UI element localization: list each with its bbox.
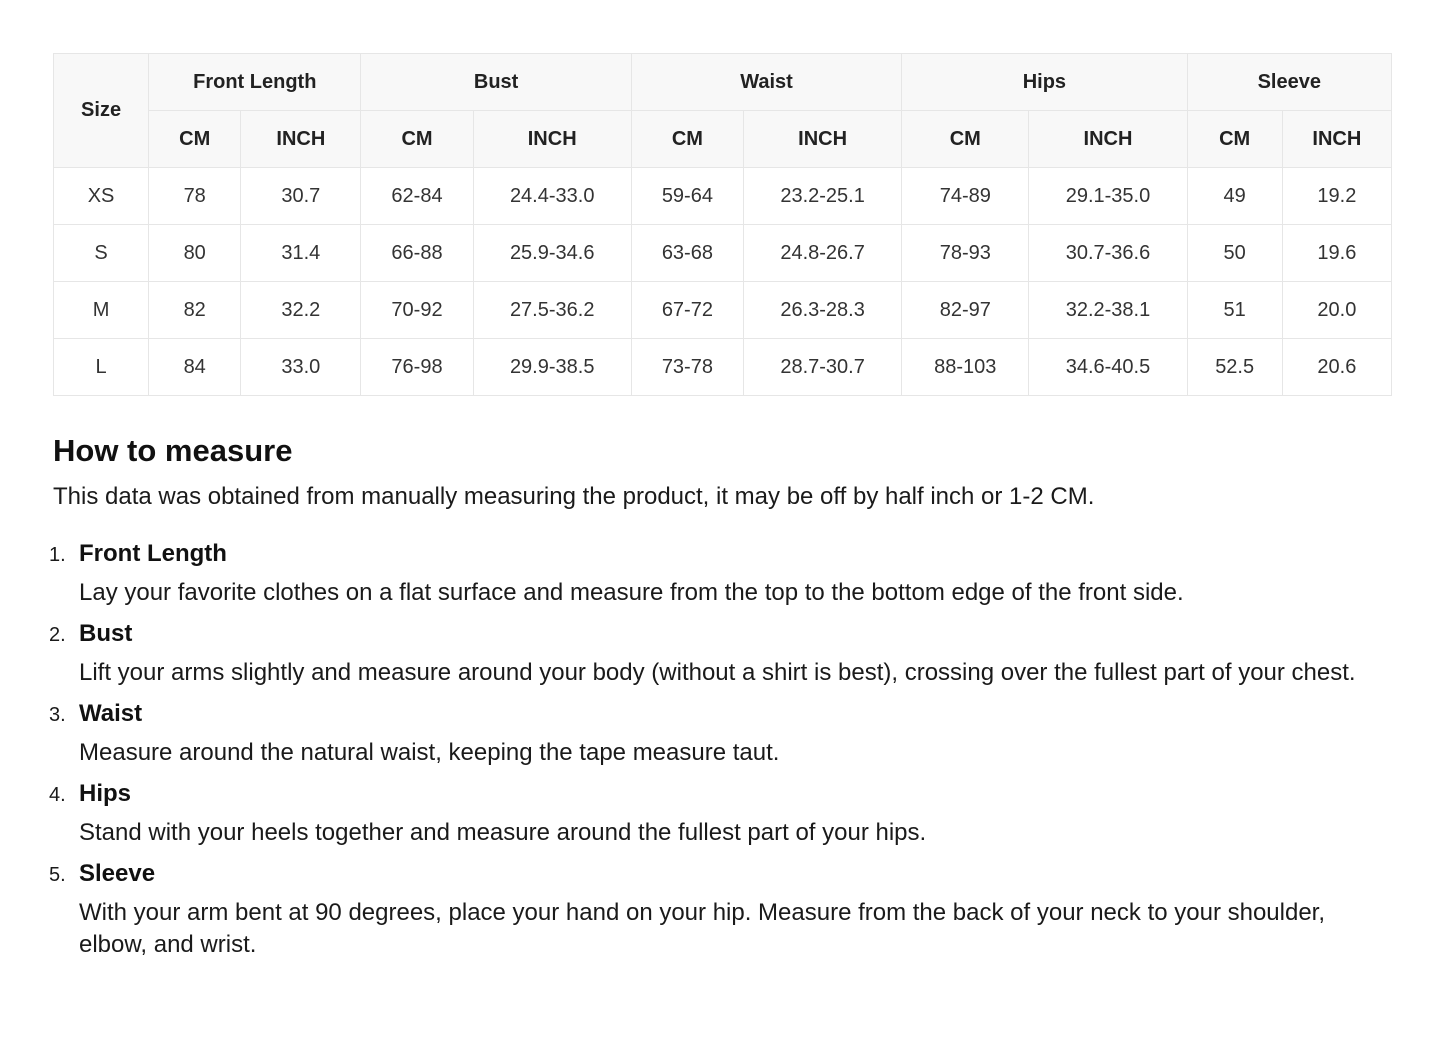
measure-steps-list bbox=[49, 537, 1399, 969]
table-cell: 59-64 bbox=[631, 168, 743, 225]
step-title: Waist bbox=[79, 700, 143, 727]
table-cell: 84 bbox=[149, 339, 241, 396]
table-cell: 29.9-38.5 bbox=[473, 339, 631, 396]
step-title: Bust bbox=[79, 620, 133, 647]
size-chart-table bbox=[53, 53, 1392, 396]
size-cell: XS bbox=[54, 168, 149, 225]
step-number: 2. bbox=[49, 624, 66, 646]
measure-intro-text: This data was obtained from manually measuring the product, it may be off by half inch or 1-2 CM. bbox=[53, 483, 1095, 510]
table-row bbox=[54, 339, 1392, 396]
table-cell: 66-88 bbox=[361, 225, 473, 282]
table-cell: 25.9-34.6 bbox=[473, 225, 631, 282]
step-description: Measure around the natural waist, keeping the tape measure taut. bbox=[79, 739, 780, 766]
step-description: Lay your favorite clothes on a flat surface and measure from the top to the bottom edge of the front side. bbox=[79, 579, 1184, 606]
step-description: Stand with your heels together and measure around the fullest part of your hips. bbox=[79, 819, 927, 846]
table-cell: 30.7-36.6 bbox=[1029, 225, 1187, 282]
unit-header-row bbox=[54, 111, 1392, 168]
step-number: 4. bbox=[49, 784, 66, 806]
table-cell: 73-78 bbox=[631, 339, 743, 396]
list-item bbox=[49, 537, 1399, 609]
step-title: Sleeve bbox=[79, 860, 156, 887]
table-row bbox=[54, 168, 1392, 225]
table-cell: 80 bbox=[149, 225, 241, 282]
table-cell: 67-72 bbox=[631, 282, 743, 339]
table-cell: 49 bbox=[1187, 168, 1282, 225]
unit-header-cm: CM bbox=[361, 111, 473, 168]
table-cell: 32.2 bbox=[241, 282, 361, 339]
unit-header-cm: CM bbox=[631, 111, 743, 168]
list-item bbox=[49, 617, 1399, 689]
table-cell: 82-97 bbox=[902, 282, 1029, 339]
table-cell: 24.4-33.0 bbox=[473, 168, 631, 225]
step-description: With your arm bent at 90 degrees, place your hand on your hip. Measure from the back of your neck to your shoulder, elbow, and wrist. bbox=[79, 899, 1326, 958]
size-cell: M bbox=[54, 282, 149, 339]
group-header-bust: Bust bbox=[361, 54, 631, 111]
size-cell: L bbox=[54, 339, 149, 396]
step-number: 5. bbox=[49, 864, 66, 886]
table-cell: 78 bbox=[149, 168, 241, 225]
unit-header-cm: CM bbox=[1187, 111, 1282, 168]
size-cell: S bbox=[54, 225, 149, 282]
table-cell: 28.7-30.7 bbox=[743, 339, 901, 396]
table-cell: 23.2-25.1 bbox=[743, 168, 901, 225]
table-cell: 88-103 bbox=[902, 339, 1029, 396]
list-item bbox=[49, 777, 1399, 849]
group-header-waist: Waist bbox=[631, 54, 901, 111]
unit-header-cm: CM bbox=[902, 111, 1029, 168]
table-cell: 70-92 bbox=[361, 282, 473, 339]
table-cell: 19.2 bbox=[1282, 168, 1391, 225]
table-cell: 29.1-35.0 bbox=[1029, 168, 1187, 225]
how-to-measure-heading: How to measure bbox=[53, 433, 293, 468]
unit-header-inch: INCH bbox=[1029, 111, 1187, 168]
table-cell: 33.0 bbox=[241, 339, 361, 396]
table-cell: 63-68 bbox=[631, 225, 743, 282]
table-cell: 34.6-40.5 bbox=[1029, 339, 1187, 396]
group-header-row bbox=[54, 54, 1392, 111]
table-cell: 82 bbox=[149, 282, 241, 339]
unit-header-cm: CM bbox=[149, 111, 241, 168]
table-cell: 27.5-36.2 bbox=[473, 282, 631, 339]
step-number: 1. bbox=[49, 544, 66, 566]
table-cell: 19.6 bbox=[1282, 225, 1391, 282]
step-number: 3. bbox=[49, 704, 66, 726]
step-description: Lift your arms slightly and measure around your body (without a shirt is best), crossing over the fullest part of your chest. bbox=[79, 659, 1356, 686]
group-header-hips: Hips bbox=[902, 54, 1187, 111]
table-cell: 32.2-38.1 bbox=[1029, 282, 1187, 339]
unit-header-inch: INCH bbox=[1282, 111, 1391, 168]
size-header: Size bbox=[54, 54, 149, 168]
table-cell: 20.6 bbox=[1282, 339, 1391, 396]
table-cell: 26.3-28.3 bbox=[743, 282, 901, 339]
step-title: Hips bbox=[79, 780, 132, 807]
table-cell: 30.7 bbox=[241, 168, 361, 225]
table-cell: 78-93 bbox=[902, 225, 1029, 282]
table-cell: 62-84 bbox=[361, 168, 473, 225]
group-header-front-length: Front Length bbox=[149, 54, 361, 111]
table-cell: 51 bbox=[1187, 282, 1282, 339]
size-guide bbox=[49, 53, 1392, 958]
list-item bbox=[49, 697, 1399, 769]
table-cell: 50 bbox=[1187, 225, 1282, 282]
unit-header-inch: INCH bbox=[743, 111, 901, 168]
unit-header-inch: INCH bbox=[473, 111, 631, 168]
table-cell: 24.8-26.7 bbox=[743, 225, 901, 282]
table-cell: 31.4 bbox=[241, 225, 361, 282]
unit-header-inch: INCH bbox=[241, 111, 361, 168]
table-cell: 52.5 bbox=[1187, 339, 1282, 396]
group-header-sleeve: Sleeve bbox=[1187, 54, 1391, 111]
table-cell: 20.0 bbox=[1282, 282, 1391, 339]
step-title: Front Length bbox=[79, 540, 227, 567]
table-cell: 74-89 bbox=[902, 168, 1029, 225]
table-cell: 76-98 bbox=[361, 339, 473, 396]
list-item bbox=[49, 857, 1399, 961]
table-row bbox=[54, 225, 1392, 282]
table-row bbox=[54, 282, 1392, 339]
